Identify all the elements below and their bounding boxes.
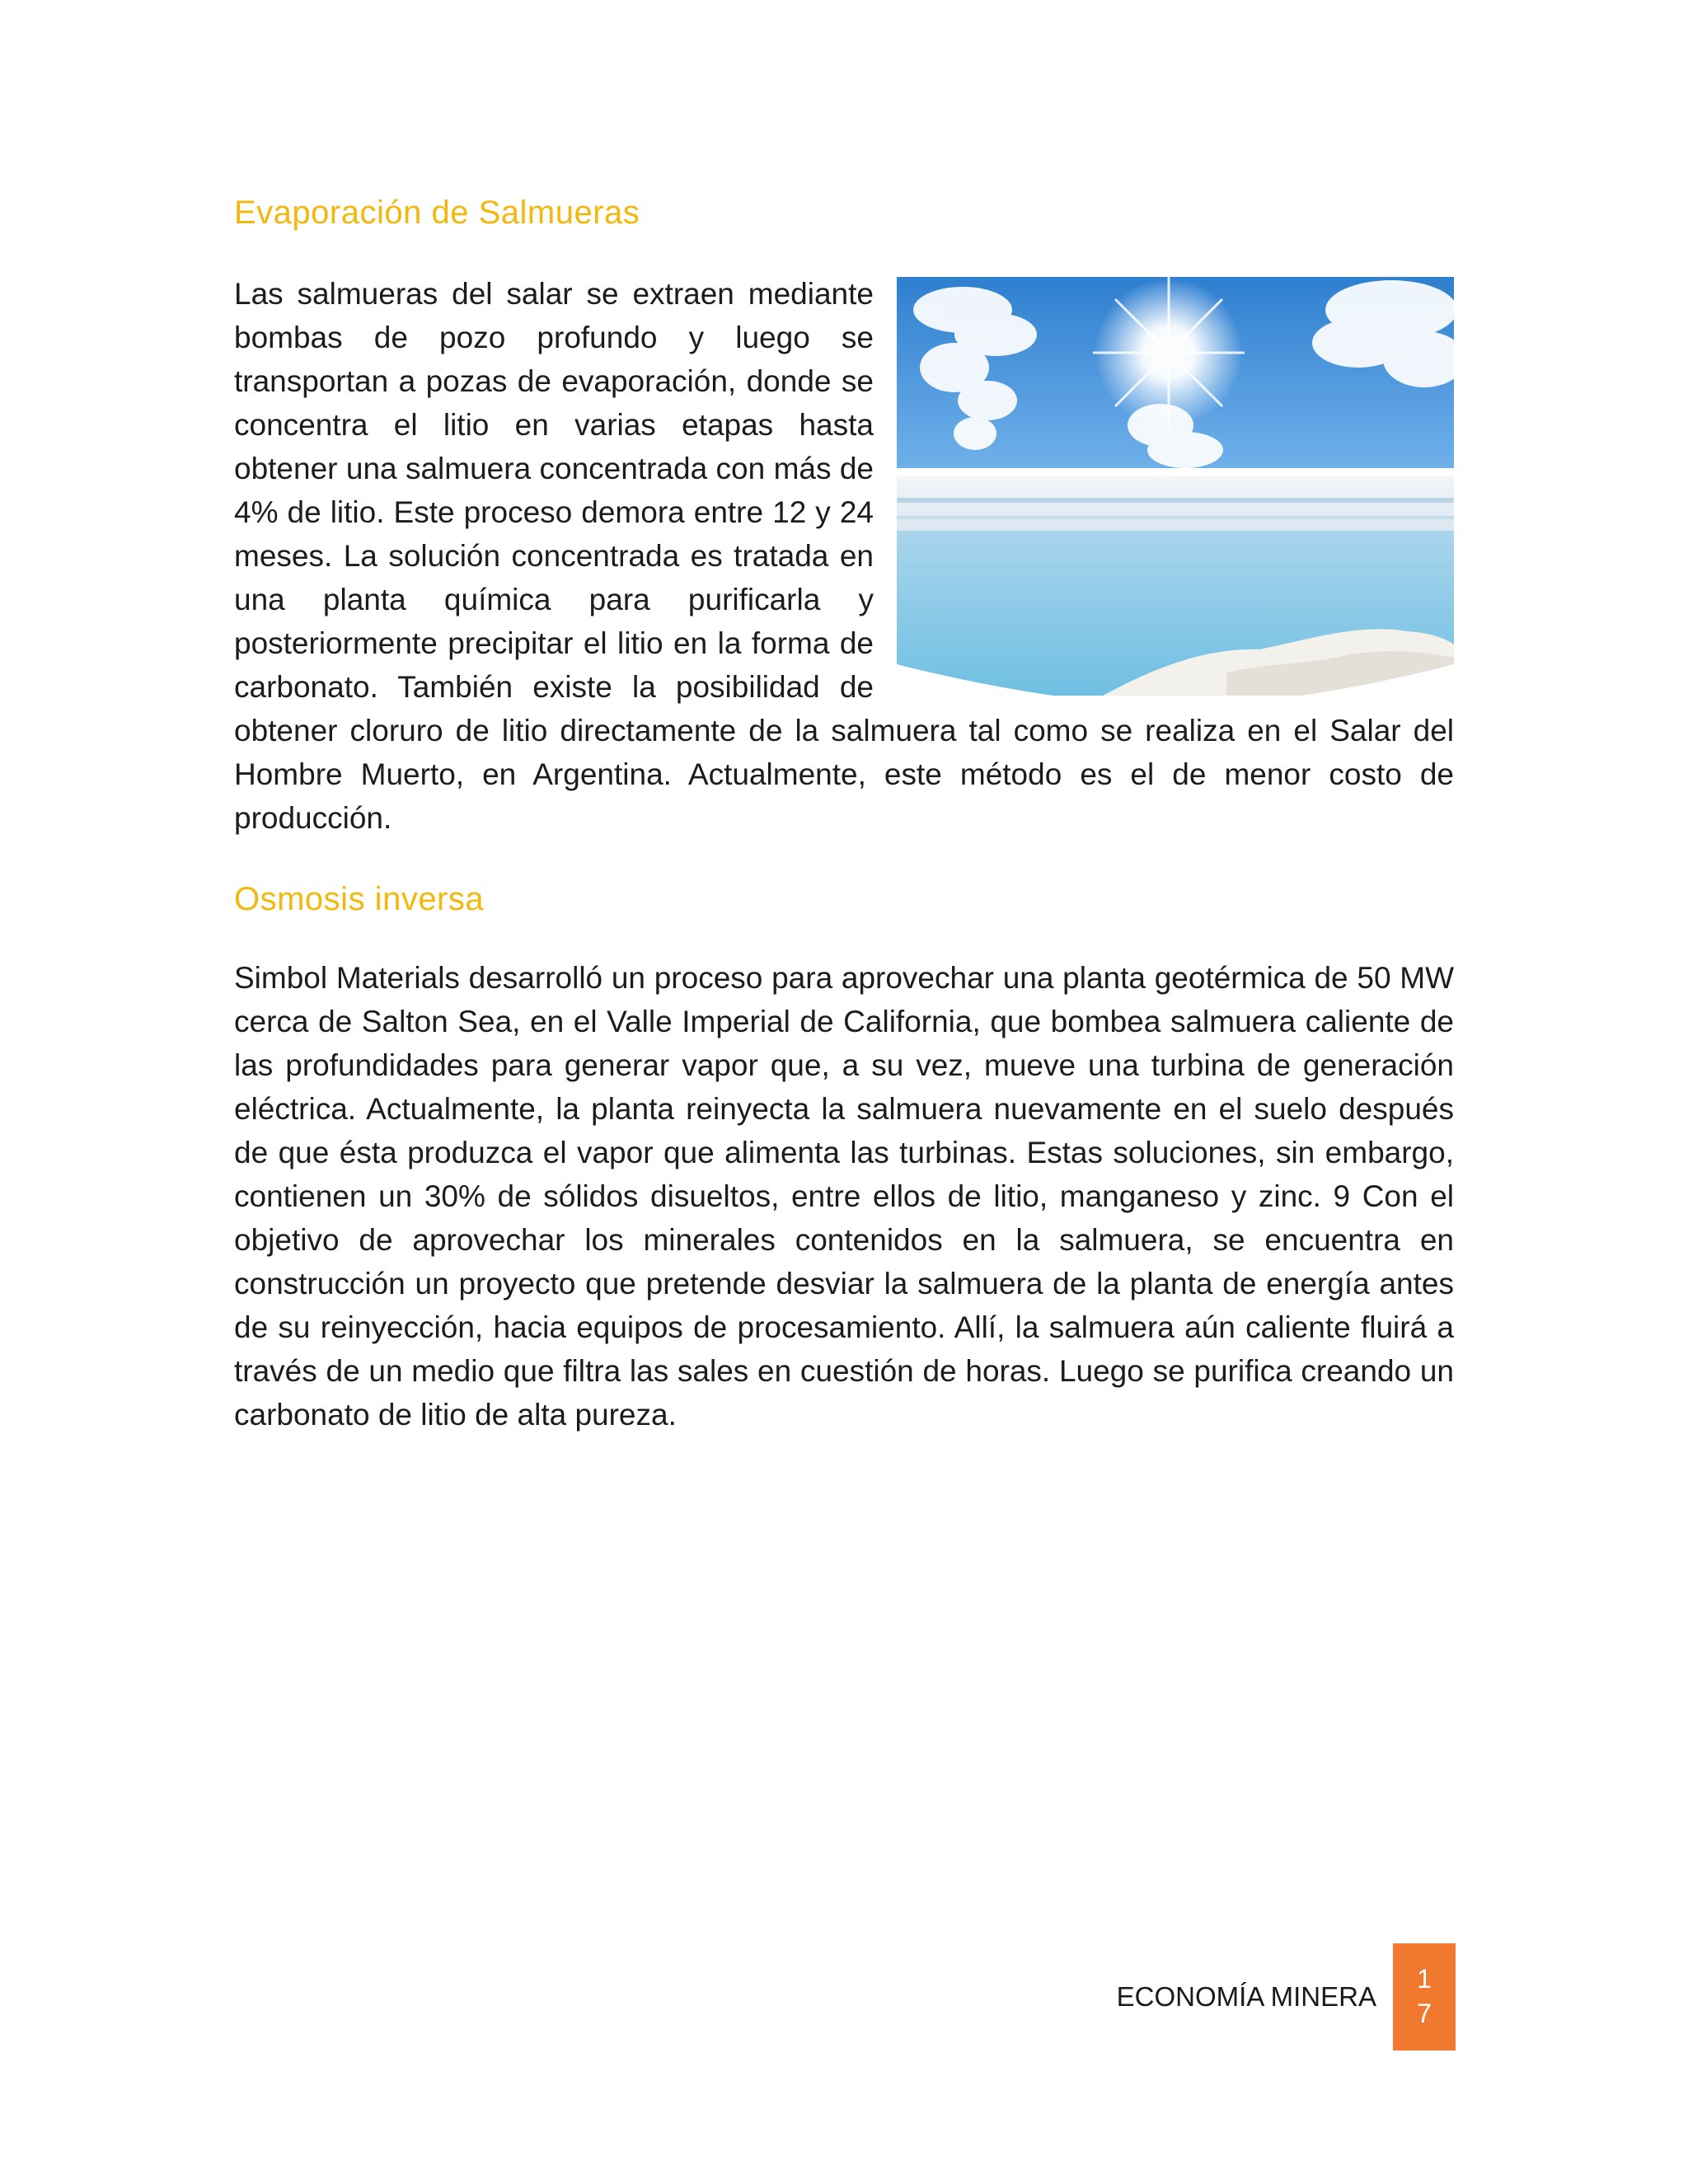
section-heading-evaporacion: Evaporación de Salmueras: [234, 194, 640, 231]
salt-flat-photo: [897, 277, 1454, 705]
footer-label: ECONOMÍA MINERA: [1116, 1981, 1376, 2012]
page-number-digit-1: 1: [1417, 1964, 1432, 1994]
page-number-box: [1393, 1943, 1456, 2050]
section-heading-osmosis: Osmosis inversa: [234, 881, 485, 917]
section-body-osmosis: Simbol Materials desarrolló un proceso para aprovechar una planta geotérmica de 50 MW cerca de Salton Sea, en el Valle Imperial de California, que bombea salmuera caliente de las profundidades para generar vapor que, a su vez, mueve una turbina de generación eléctrica. Actualmente, la planta reinyecta la salmuera nuevamente en el suelo después de que ésta produzca el vapor que alimenta las turbinas. Estas soluciones, sin embargo, contienen un 30% de sólidos disueltos, entre ellos de litio, manganeso y zinc. 9 Con el objetivo de aprovechar los minerales contenidos en la salmuera, se encuentra en construcción un proyecto que pretende desviar la salmuera de la planta de energía antes de su reinyección, hacia equipos de procesamiento. Allí, la salmuera aún caliente fluirá a través de un medio que filtra las sales en cuestión de horas. Luego se purifica creando un carbonato de litio de alta pureza.: [234, 961, 1454, 1432]
page-number-digit-2: 7: [1417, 1999, 1432, 2028]
section-body-evaporacion-text: Las salmueras del salar se extraen mediante bombas de pozo profundo y luego se transportan a pozas de evaporación, donde se concentra el litio en varias etapas hasta obtener una salmuera concentrada con más de 4% de litio. Este proceso demora entre 12 y 24 meses. La solución concentrada es tratada en una planta química para purificarla y posteriormente precipitar el litio en la forma de carbonato. También existe la posibilidad de obtener cloruro de litio directamente de la salmuera tal como se realiza en el Salar del Hombre Muerto, en Argentina. Actualmente, este método es el de menor costo de producción.: [234, 277, 1454, 835]
section-body-evaporacion: [234, 272, 1454, 840]
